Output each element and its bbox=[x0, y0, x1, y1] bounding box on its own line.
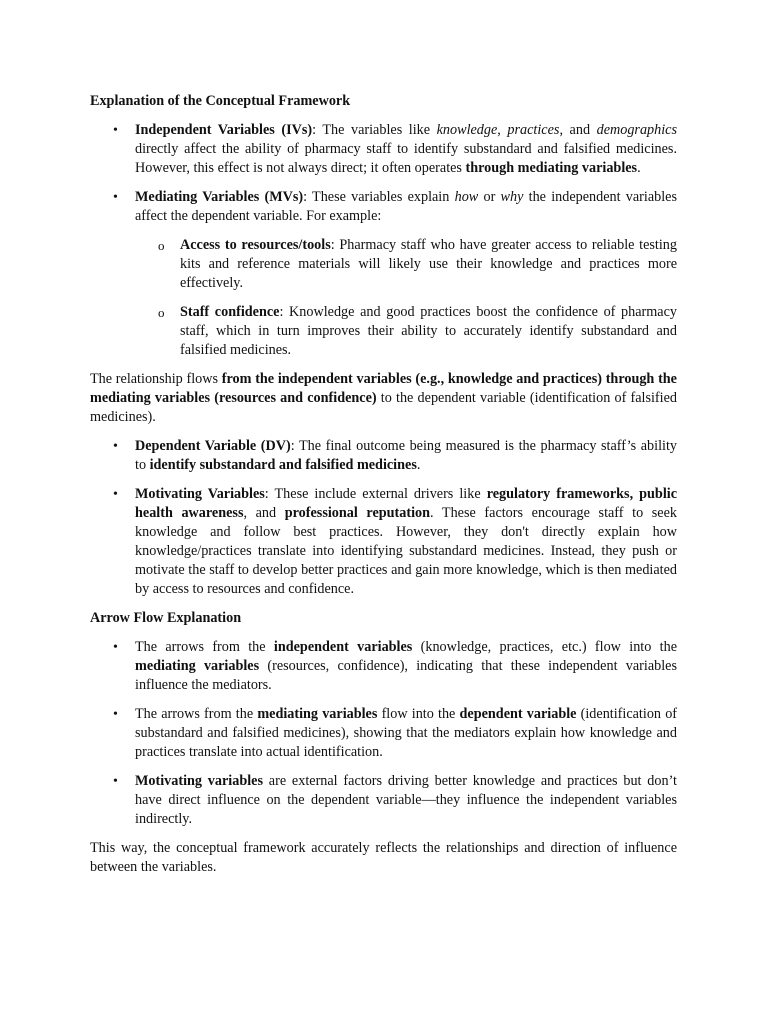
text-run: (identification of substandard and falsified medicines), showing that the mediators explain how knowledge and practices translate into actual identification. bbox=[135, 706, 678, 760]
bold-text: identify substandard and falsified medicines bbox=[149, 457, 417, 473]
emphasis-text: how bbox=[454, 189, 479, 205]
bold-text: dependent variable bbox=[459, 706, 577, 722]
text-run: flow into the bbox=[377, 706, 460, 722]
text-run: . bbox=[416, 457, 421, 473]
bold-text: regulatory frameworks, public health awareness bbox=[135, 486, 677, 521]
text-run: : Pharmacy staff who have greater access to reliable testing kits and reference materials will likely use their knowledge and practices more effectively. bbox=[180, 237, 677, 291]
bold-text: mediating variables bbox=[257, 706, 378, 722]
list-item-access-to-resources bbox=[135, 236, 677, 293]
text-run: : The final outcome being measured is the pharmacy staff’s ability to bbox=[135, 438, 677, 473]
text-run: The arrows from the bbox=[135, 706, 258, 722]
list-item-arrow-mv-to-dv bbox=[90, 705, 677, 762]
text-run: The relationship flows bbox=[90, 371, 222, 387]
text-run: to the dependent variable (identification of falsified medicines). bbox=[90, 390, 677, 425]
text-run: the independent variables affect the dependent variable. For example: bbox=[135, 189, 677, 224]
text-run: or bbox=[478, 189, 501, 205]
bold-text: Motivating variables bbox=[135, 773, 263, 789]
list-item-dependent-variable bbox=[90, 437, 677, 475]
text-run: : Knowledge and good practices boost the confidence of pharmacy staff, which in turn improves their ability to accurately identify substandard and falsified medicines. bbox=[180, 304, 677, 358]
text-run: : These include external drivers like bbox=[264, 486, 487, 502]
text-run: , bbox=[497, 122, 508, 138]
bold-text: from the independent variables (e.g., knowledge and practices) through the mediating variables (resources and confidence) bbox=[90, 371, 677, 406]
list-item-independent-variables bbox=[90, 121, 677, 178]
text-run: . bbox=[637, 160, 641, 176]
term-label: Mediating Variables (MVs) bbox=[135, 189, 304, 205]
term-label: Staff confidence bbox=[180, 304, 280, 320]
variables-list bbox=[90, 121, 677, 360]
bold-text: mediating variables bbox=[135, 658, 260, 674]
text-run: The arrows from the bbox=[135, 639, 274, 655]
arrow-explanations-list bbox=[90, 638, 677, 829]
emphasis-text: knowledge bbox=[436, 122, 498, 138]
text-run: (resources, confidence), indicating that these independent variables influence the mediators. bbox=[135, 658, 677, 693]
text-run: : The variables like bbox=[312, 122, 437, 138]
bold-text: professional reputation bbox=[284, 505, 431, 521]
list-item-arrow-iv-to-mv bbox=[90, 638, 677, 695]
text-run: are external factors driving better knowledge and practices but don’t have direct influence on the dependent variable—they influence the independent variables indirectly. bbox=[135, 773, 677, 827]
text-run: , and bbox=[243, 505, 285, 521]
closing-paragraph: This way, the conceptual framework accurately reflects the relationships and direction of influence between the variables. bbox=[90, 840, 677, 875]
emphasis-text: practices bbox=[507, 122, 560, 138]
term-label: Independent Variables (IVs) bbox=[135, 122, 313, 138]
relationship-flow-paragraph bbox=[90, 370, 677, 427]
section-heading-arrow-flow: Arrow Flow Explanation bbox=[90, 610, 242, 626]
term-label: Access to resources/tools bbox=[180, 237, 331, 253]
emphasis-text: demographics bbox=[596, 122, 677, 138]
text-run: . These factors encourage staff to seek knowledge and follow best practices. However, they don't directly explain how knowledge/practices translate into identifying substandard medicines. Instead, they push or motivate the staff to develop better practices and gain more knowledge, which is then mediated by access to resources and confidence. bbox=[135, 505, 677, 597]
term-label: Dependent Variable (DV) bbox=[135, 438, 291, 454]
text-run: : These variables explain bbox=[303, 189, 455, 205]
term-label: Motivating Variables bbox=[135, 486, 265, 502]
emphasis-text: why bbox=[500, 189, 524, 205]
bold-text: through mediating variables bbox=[465, 160, 638, 176]
bold-text: independent variables bbox=[273, 639, 413, 655]
text-run: , and bbox=[559, 122, 597, 138]
text-run: (knowledge, practices, etc.) flow into the bbox=[412, 639, 677, 655]
outcome-variables-list bbox=[90, 437, 677, 599]
section-heading-conceptual-framework: Explanation of the Conceptual Framework bbox=[90, 93, 351, 109]
list-item-arrow-motivating bbox=[90, 772, 677, 829]
list-item-motivating-variables bbox=[90, 485, 677, 599]
list-item-mediating-variables bbox=[90, 188, 677, 360]
text-run: directly affect the ability of pharmacy staff to identify substandard and falsified medicines. However, this effect is not always direct; it often operates bbox=[135, 141, 677, 176]
list-item-staff-confidence bbox=[135, 303, 677, 360]
document-body bbox=[90, 92, 677, 877]
mediator-examples-list bbox=[135, 236, 677, 360]
